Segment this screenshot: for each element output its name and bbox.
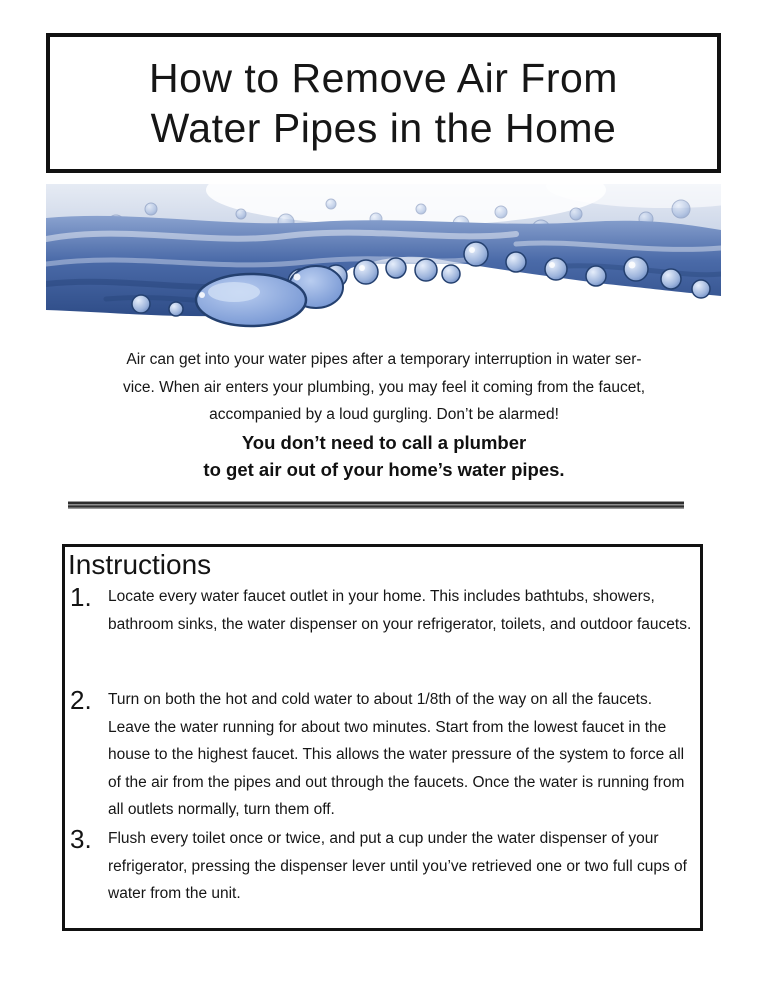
instructions-heading: Instructions xyxy=(68,549,212,580)
step-number: 2. xyxy=(70,685,92,715)
step-text: Locate every water faucet outlet in your home. This includes bathtubs, showers, bathroom sinks, the water dispenser on your refrigerator, toilets, and outdoor faucets. xyxy=(108,588,692,633)
step-number: 3. xyxy=(70,824,92,854)
intro-line: accompanied by a loud gurgling. Don’t be alarmed! xyxy=(209,406,559,423)
page-title-line-2: Water Pipes in the Home xyxy=(150,105,617,151)
water-bubbles-image xyxy=(46,184,721,331)
page-title-line-1: How to Remove Air From xyxy=(149,55,618,101)
intro-line: vice. When air enters your plumbing, you may feel it coming from the faucet, xyxy=(122,378,646,396)
intro-line: Air can get into your water pipes after a temporary interruption in water ser- xyxy=(126,351,642,368)
title-box xyxy=(46,33,721,173)
instruction-step-2 xyxy=(70,686,698,824)
step-text: Flush every toilet once or twice, and put a cup under the water dispenser of your refrigerator, pressing the dispenser lever until you’ve retrieved one or two full cups of water from the unit. xyxy=(108,830,687,902)
instruction-step-3 xyxy=(70,825,698,908)
instructions-box xyxy=(62,544,703,931)
double-rule-divider xyxy=(68,501,684,509)
water-bubbles-illustration xyxy=(46,184,721,331)
intro-bold-line: You don’t need to call a plumber xyxy=(241,431,527,453)
intro-bold-line: to get air out of your home’s water pipes. xyxy=(203,459,565,480)
intro-paragraph xyxy=(68,346,700,484)
step-text: Turn on both the hot and cold water to about 1/8th of the way on all the faucets. Leave the water running for about two minutes. Start from the lowest faucet in the house to the highest faucet. This allows the water pressure of the system to force all of the air from the pipes and out through the faucets. Once the water is running from all outlets normally, turn them off. xyxy=(108,691,685,818)
instruction-step-1 xyxy=(70,583,698,638)
step-number: 1. xyxy=(70,582,92,612)
